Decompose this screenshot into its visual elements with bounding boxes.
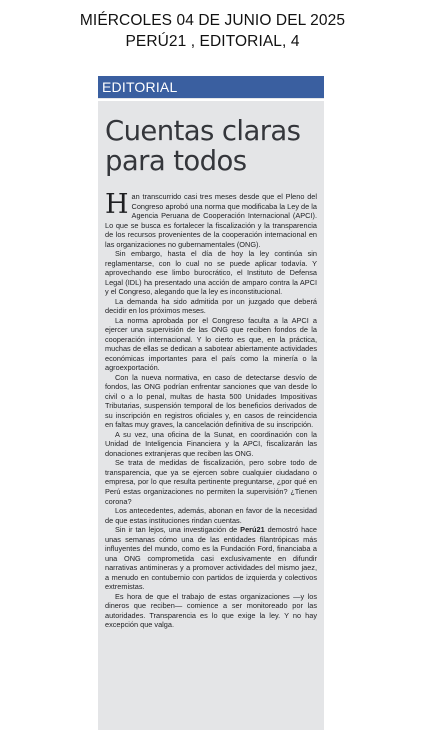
- publication-date: MIÉRCOLES 04 DE JUNIO DEL 2025: [79, 12, 346, 29]
- newspaper-clipping: [98, 76, 324, 730]
- newspaper-name: Perú21: [240, 525, 265, 535]
- publication-source: PERÚ21 , EDITORIAL, 4: [125, 33, 300, 50]
- section-bar: [98, 76, 324, 98]
- headline-line-1: Cuentas claras: [105, 115, 301, 147]
- paragraph-5: Con la nueva normativa, en caso de detectarse desvío de fondos, las ONG podrían enfrentar sanciones que van desde lo civil o a lo penal, multas de hasta 500 Unidades Impositivas Tributarias, suspensión temporal de los beneficios derivados de su inscripción en registros oficiales y, en casos de reincidencia en faltas muy graves, la cancelación definitiva de su inscripción.: [105, 372, 317, 430]
- paragraph-10: Es hora de que el trabajo de estas organizaciones —y los dineros que reciben— comience a ser monitoreado por las autoridades. Transparencia es lo que exige la ley. Y no hay excepción que valga.: [105, 591, 317, 630]
- paragraph-7: Se trata de medidas de fiscalización, pero sobre todo de transparencia, que ya se ejercen sobre cualquier ciudadano o empresa, por lo que resulta pertinente preguntarse, ¿por qué en Perú estas organizaciones no permiten la supervisión? ¿Tienen corona?: [105, 458, 317, 506]
- paragraph-9: [105, 525, 317, 592]
- section-divider: [98, 99, 324, 101]
- paragraph-1-text: an transcurrido casi tres meses desde que el Pleno del Congreso aprobó una norma que modificaba la Ley de la Agencia Peruana de Cooperación Internacional (APCI). Lo que se busca es fortalecer la fiscalización y la transparencia de los recursos provenientes de la cooperación internacional en las organizaciones no gubernamentales (ONG).: [105, 192, 317, 249]
- section-label: EDITORIAL: [102, 79, 178, 95]
- drop-cap: H: [105, 192, 129, 220]
- paragraph-2: Sin embargo, hasta el día de hoy la ley continúa sin reglamentarse, con lo cual no se puede aplicar todavía. Y aprovechando ese limbo burocrático, el Instituto de Defensa Legal (IDL) ha presentado una acción de amparo contra la APCI y el Congreso, alegando que la ley es inconstitucional.: [105, 249, 317, 297]
- paragraph-3: La demanda ha sido admitida por un juzgado que deberá decidir en los próximos meses.: [105, 296, 317, 316]
- paragraph-9-text-a: Sin ir tan lejos, una investigación de: [115, 525, 241, 535]
- headline-line-2: para todos: [105, 145, 247, 177]
- paragraph-4: La norma aprobada por el Congreso faculta a la APCI a ejercer una supervisión de las ONG que reciben fondos de la cooperación internacional. Y lo cierto es que, en la práctica, muchas de ellas se dedican a sabotear abiertamente actividades económicas importantes para el país como la minería o la agroexportación.: [105, 315, 317, 373]
- paragraph-6: A su vez, una oficina de la Sunat, en coordinación con la Unidad de Inteligencia Financiera y la APCI, fiscalizarán las donaciones extranjeras que reciben las ONG.: [105, 429, 317, 458]
- clipping-header: [0, 10, 425, 52]
- paragraph-1: [105, 192, 317, 249]
- paragraph-9-text-b: demostró hace unas semanas cómo una de las entidades filantrópicas más influyentes del mundo, como es la Fundación Ford, financiaba a una ONG comprometida casi exclusivamente en difundir narrativas antimineras y a promover actividades del mismo jaez, a menudo en contubernio con partidos de izquierda y colectivos extremistas.: [105, 525, 317, 592]
- paragraph-8: Los antecedentes, además, abonan en favor de la necesidad de que estas instituciones rindan cuentas.: [105, 506, 317, 525]
- headline: [105, 116, 320, 176]
- article-body: [105, 192, 317, 726]
